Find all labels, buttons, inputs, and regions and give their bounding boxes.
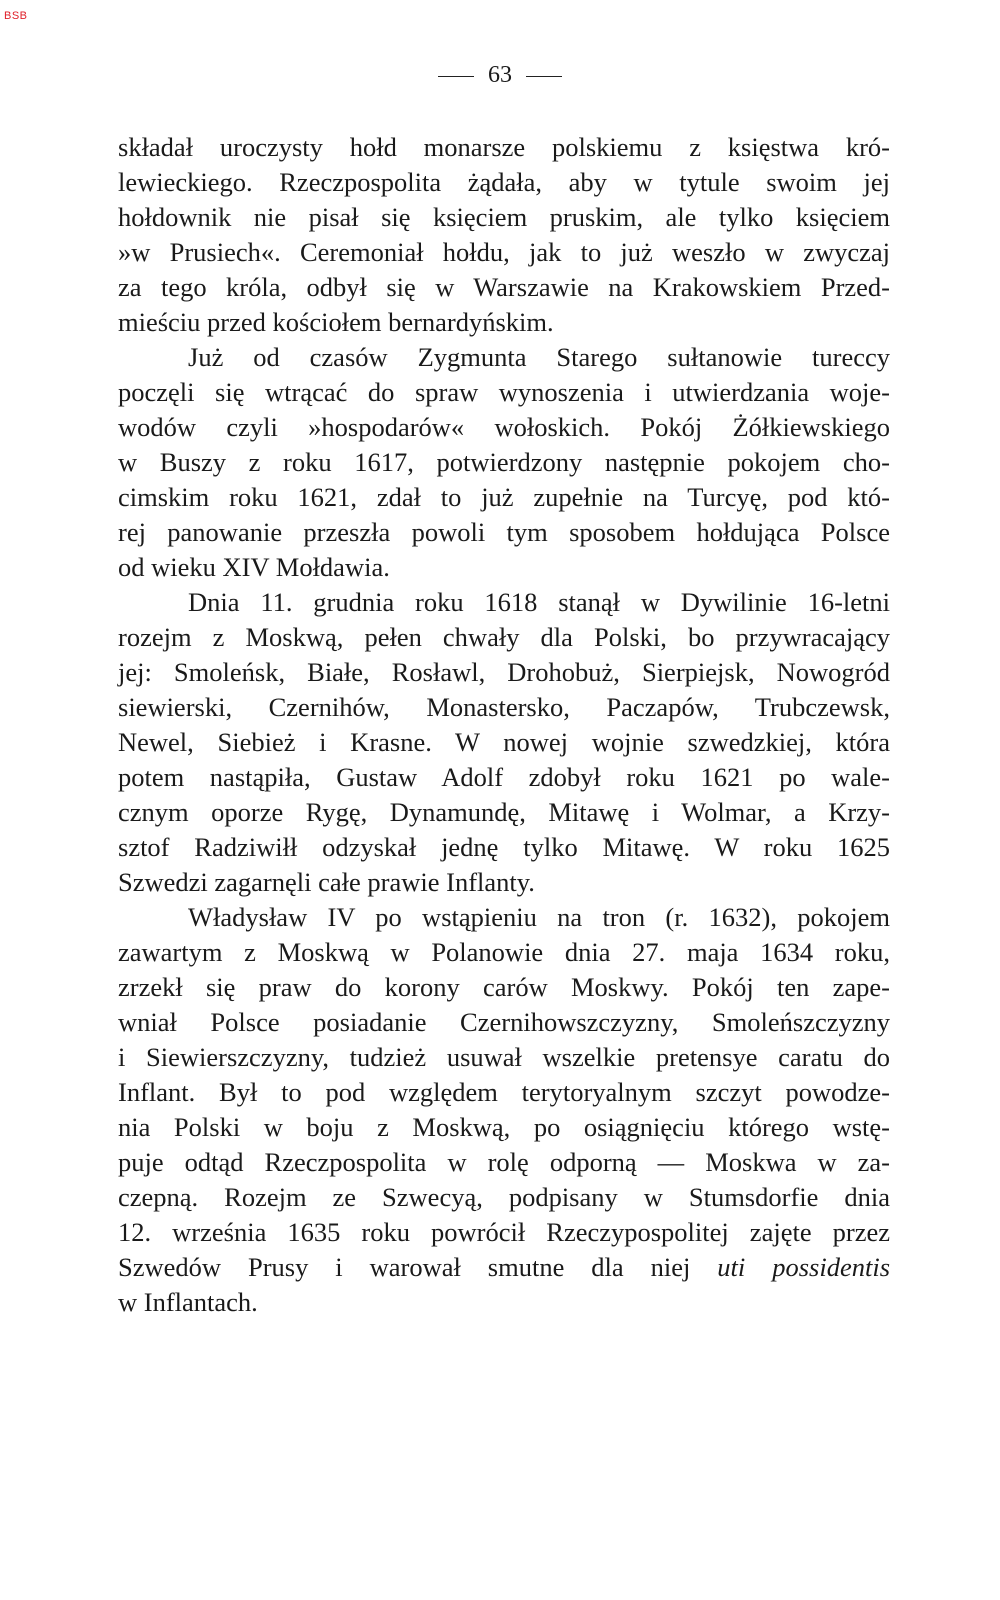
text-line: w Buszy z roku 1617, potwierdzony następnie pokojem cho- xyxy=(118,447,890,477)
header-dash-left xyxy=(438,76,474,77)
text-line: sztof Radziwiłł odzyskał jednę tylko Mitawę. W roku 1625 xyxy=(118,832,890,862)
library-watermark: BSB xyxy=(4,10,28,22)
text-line: mieściu przed kościołem bernardyńskim. xyxy=(118,307,554,337)
text-line-with-italic xyxy=(118,1250,890,1285)
text-line: składał uroczysty hołd monarsze polskiemu z księstwa kró- xyxy=(118,132,890,162)
text-line: wniał Polsce posiadanie Czernihowszczyzny, Smoleńszczyzny xyxy=(118,1007,890,1037)
text-line: puje odtąd Rzeczpospolita w rolę odporną — Moskwa w za- xyxy=(118,1147,890,1177)
text-line: w Inflantach. xyxy=(118,1287,258,1317)
text-line: czepną. Rozejm ze Szwecyą, podpisany w Stumsdorfie dnia xyxy=(118,1182,890,1212)
text-line: zawartym z Moskwą w Polanowie dnia 27. maja 1634 roku, xyxy=(118,937,890,967)
text-line: hołdownik nie pisał się księciem pruskim, ale tylko księciem xyxy=(118,202,890,232)
text-line: siewierski, Czernihów, Monastersko, Paczapów, Trubczewsk, xyxy=(118,692,890,722)
text-line: nia Polski w boju z Moskwą, po osiągnięciu którego wstę- xyxy=(118,1112,890,1142)
text-line: od wieku XIV Mołdawia. xyxy=(118,552,390,582)
text-line: cimskim roku 1621, zdał to już zupełnie na Turcyę, pod któ- xyxy=(118,482,890,512)
text-line: lewieckiego. Rzeczpospolita żądała, aby w tytule swoim jej xyxy=(118,167,890,197)
text-line: Dnia 11. grudnia roku 1618 stanął w Dywilinie 16-letni xyxy=(188,587,890,617)
text-line: poczęli się wtrącać do spraw wynoszenia i utwierdzania woje- xyxy=(118,377,890,407)
paragraph-1 xyxy=(118,130,890,340)
page-number: 63 xyxy=(488,62,512,88)
text-line: Już od czasów Zygmunta Starego sułtanowie tureccy xyxy=(188,342,890,372)
paragraph-2 xyxy=(118,340,890,585)
page-header xyxy=(0,60,1000,90)
text-line: wodów czyli »hospodarów« wołoskich. Pokój Żółkiewskiego xyxy=(118,412,890,442)
paragraph-4 xyxy=(118,900,890,1320)
header-dash-right xyxy=(526,76,562,77)
text-line: i Siewierszczyzny, tudzież usuwał wszelkie pretensye caratu do xyxy=(118,1042,890,1072)
text-line: rej panowanie przeszła powoli tym sposobem hołdująca Polsce xyxy=(118,517,890,547)
text-line: zrzekł się praw do korony carów Moskwy. Pokój ten zape- xyxy=(118,972,890,1002)
text-line: Inflant. Był to pod względem terytoryalnym szczyt powodze- xyxy=(118,1077,890,1107)
text-run: Szwedów Prusy i warował smutne dla niej xyxy=(118,1252,691,1282)
text-line: Newel, Siebież i Krasne. W nowej wojnie szwedzkiej, która xyxy=(118,727,890,757)
body-text xyxy=(118,130,890,1320)
text-line: potem nastąpiła, Gustaw Adolf zdobył roku 1621 po wale- xyxy=(118,762,890,792)
paragraph-3 xyxy=(118,585,890,900)
text-line: »w Prusiech«. Ceremoniał hołdu, jak to już weszło w zwyczaj xyxy=(118,237,890,267)
text-line: cznym oporze Rygę, Dynamundę, Mitawę i Wolmar, a Krzy- xyxy=(118,797,890,827)
text-line: jej: Smoleńsk, Białe, Rosławl, Drohobuż, Sierpiejsk, Nowogród xyxy=(118,657,890,687)
text-line: 12. września 1635 roku powrócił Rzeczypospolitej zajęte przez xyxy=(118,1217,890,1247)
text-line: rozejm z Moskwą, pełen chwały dla Polski, bo przywracający xyxy=(118,622,890,652)
italic-latin-phrase: uti possidentis xyxy=(717,1252,891,1282)
text-line: Szwedzi zagarnęli całe prawie Inflanty. xyxy=(118,867,535,897)
text-line: za tego króla, odbył się w Warszawie na Krakowskiem Przed- xyxy=(118,272,890,302)
text-line: Władysław IV po wstąpieniu na tron (r. 1632), pokojem xyxy=(188,902,890,932)
